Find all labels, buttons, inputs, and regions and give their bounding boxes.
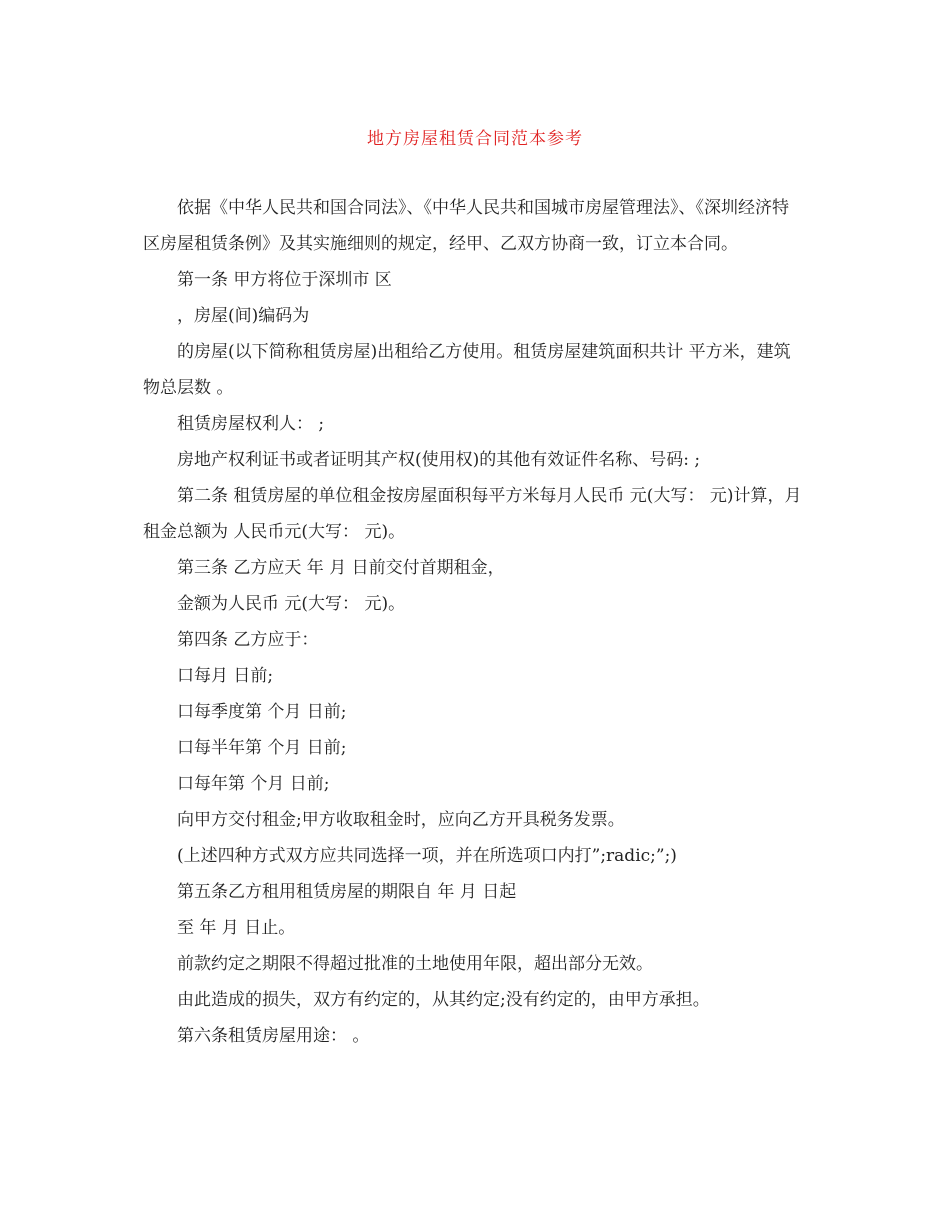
paragraph: (上述四种方式双方应共同选择一项，并在所选项口内打”;radic;”;) (177, 846, 677, 866)
document-body (143, 190, 803, 1054)
paragraph: 由此造成的损失，双方有约定的，从其约定;没有约定的，由甲方承担。 (177, 990, 710, 1010)
paragraph: 至 年 月 日止。 (177, 918, 296, 938)
paragraph: 金额为人民币 元(大写： 元)。 (177, 594, 406, 614)
document-title: 地方房屋租赁合同范本参考 (367, 129, 583, 149)
paragraph: 第六条租赁房屋用途： 。 (177, 1026, 370, 1046)
paragraph: 第一条 甲方将位于深圳市 区 (177, 270, 392, 290)
paragraph: 口每季度第 个月 日前; (177, 702, 347, 722)
paragraph: 房地产权利证书或者证明其产权(使用权)的其他有效证件名称、号码: ; (177, 450, 701, 470)
paragraph: 租赁房屋权利人： ; (177, 414, 325, 434)
paragraph: 第三条 乙方应天 年 月 日前交付首期租金， (177, 558, 505, 578)
paragraph: 前款约定之期限不得超过批准的土地使用年限，超出部分无效。 (177, 954, 653, 974)
paragraph: 的房屋(以下简称租赁房屋)出租给乙方使用。租赁房屋建筑面积共计 平方米，建筑物总层数 。 (143, 342, 791, 398)
paragraph: 第四条 乙方应于： (177, 630, 319, 650)
paragraph: 向甲方交付租金;甲方收取租金时，应向乙方开具税务发票。 (177, 810, 625, 830)
paragraph: 口每年第 个月 日前; (177, 774, 330, 794)
paragraph: 口每半年第 个月 日前; (177, 738, 347, 758)
paragraph: 依据《中华人民共和国合同法》、《中华人民共和国城市房屋管理法》、《深圳经济特区房屋租赁条例》及其实施细则的规定，经甲、乙双方协商一致，订立本合同。 (143, 198, 789, 254)
paragraph: 第五条乙方租用租赁房屋的期限自 年 月 日起 (177, 882, 517, 902)
paragraph: 第二条 租赁房屋的单位租金按房屋面积每平方米每月人民币 元(大写： 元)计算，月租金总额为 人民币元(大写： 元)。 (143, 486, 802, 542)
paragraph: 口每月 日前; (177, 666, 274, 686)
paragraph: ，房屋(间)编码为 (177, 306, 310, 326)
